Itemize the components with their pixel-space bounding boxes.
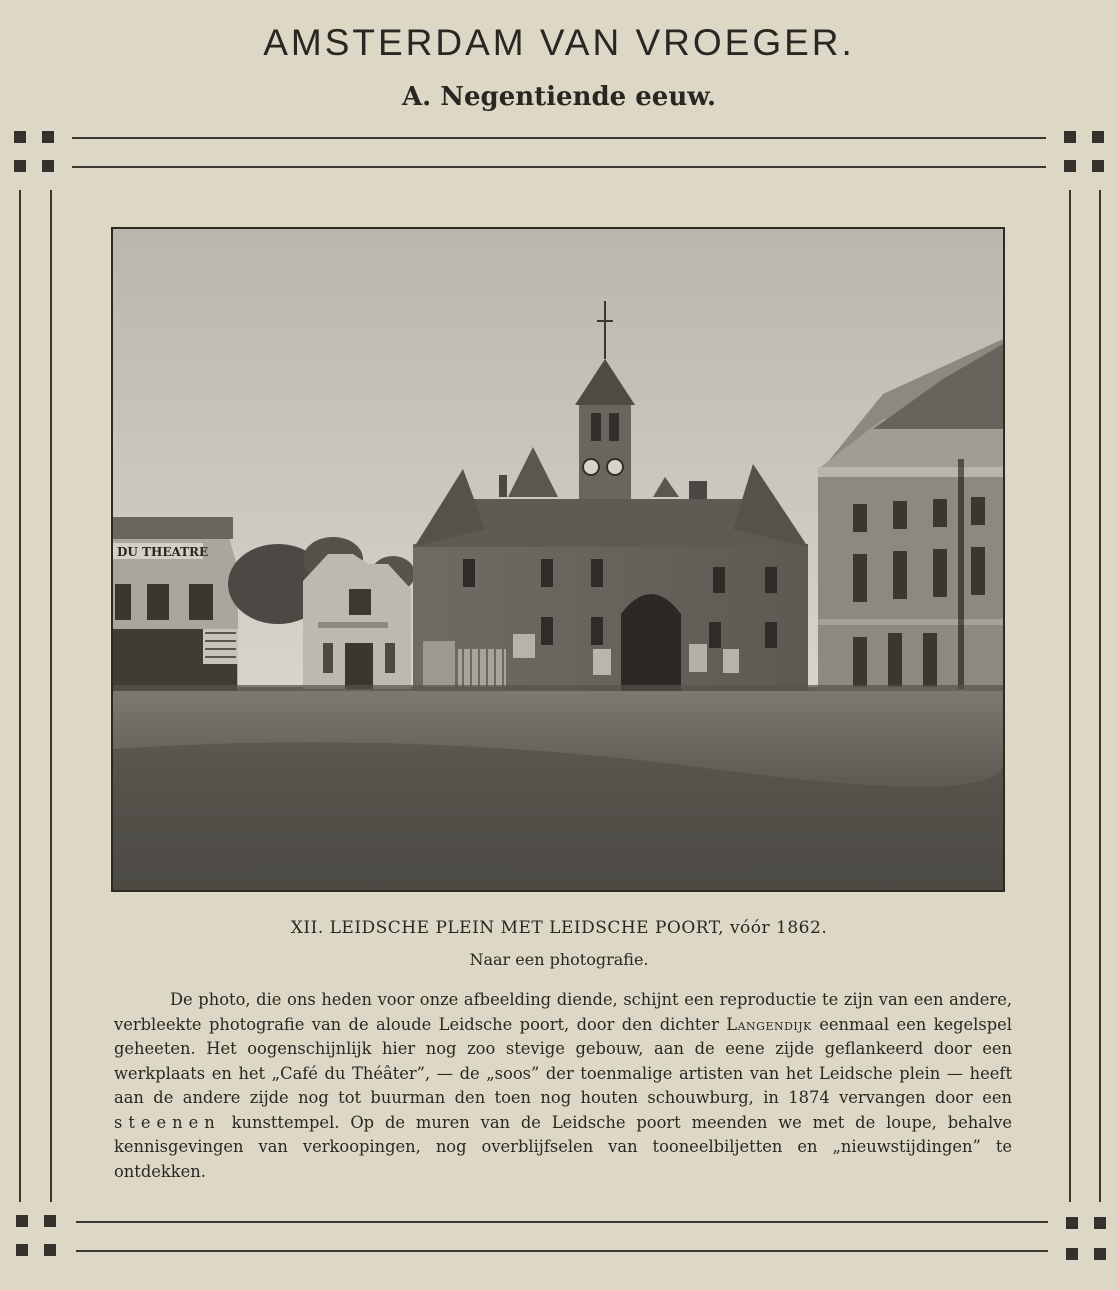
top-rule-1: [72, 137, 1046, 139]
photograph-illustration: [113, 229, 1003, 890]
corner-ornament: [1094, 1248, 1106, 1260]
corner-ornament: [14, 160, 26, 172]
cafe-sign: DU THEATRE: [117, 545, 209, 559]
corner-ornament: [42, 160, 54, 172]
bottom-rule-2: [76, 1250, 1048, 1252]
corner-ornament: [1092, 160, 1104, 172]
corner-ornament: [44, 1244, 56, 1256]
photograph-leidsche-poort: [111, 227, 1005, 892]
right-rule-inner: [1069, 190, 1071, 1202]
corner-ornament: [1094, 1217, 1106, 1229]
poet-name: Langendijk: [726, 1014, 812, 1034]
corner-ornament: [1064, 131, 1076, 143]
article-text-3: kunsttempel. Op de muren van de Leidsche poort meenden we met de loupe, behalve kennisgevingen van verkoopingen, nog overblijfselen van tooneelbiljetten en „nieuwstijdingen” te ontdekken.: [114, 1112, 1012, 1181]
corner-ornament: [44, 1215, 56, 1227]
page-subtitle: A. Negentiende eeuw.: [401, 82, 717, 112]
corner-ornament: [1066, 1248, 1078, 1260]
corner-ornament: [14, 131, 26, 143]
figure-source: Naar een photografie.: [469, 950, 649, 969]
article-text-2: eenmaal een kegelspel geheeten. Het oogenschijnlijk hier nog zoo stevige gebouw, aan de eene zijde geflankeerd door een werkplaats en het „Café du Théâter”, — de „soos” der toenmalige artisten van het Leidsche plein — heeft aan de andere zijde nog tot buurman den toen nog houten schouwburg, in 1874 vervangen door een: [114, 1014, 1013, 1107]
corner-ornament: [16, 1215, 28, 1227]
left-rule-inner: [50, 190, 52, 1202]
page-title: AMSTERDAM VAN VROEGER.: [263, 22, 855, 63]
left-rule-outer: [19, 190, 21, 1202]
top-rule-2: [72, 166, 1046, 168]
corner-ornament: [1066, 1217, 1078, 1229]
right-rule-outer: [1099, 190, 1101, 1202]
article-paragraph: [114, 988, 1012, 1184]
corner-ornament: [16, 1244, 28, 1256]
figure-caption: XII. LEIDSCHE PLEIN MET LEIDSCHE POORT, vóór 1862.: [290, 918, 828, 938]
corner-ornament: [1092, 131, 1104, 143]
corner-ornament: [42, 131, 54, 143]
corner-ornament: [1064, 160, 1076, 172]
bottom-rule-1: [76, 1221, 1048, 1223]
spaced-word: steenen: [114, 1112, 221, 1132]
article-body: [114, 988, 1012, 1184]
article-text-1: De photo, die ons heden voor onze afbeelding diende, schijnt een reproductie te zijn van een andere, verbleekte photografie van de aloude Leidsche poort, door den dichter: [114, 990, 1012, 1034]
